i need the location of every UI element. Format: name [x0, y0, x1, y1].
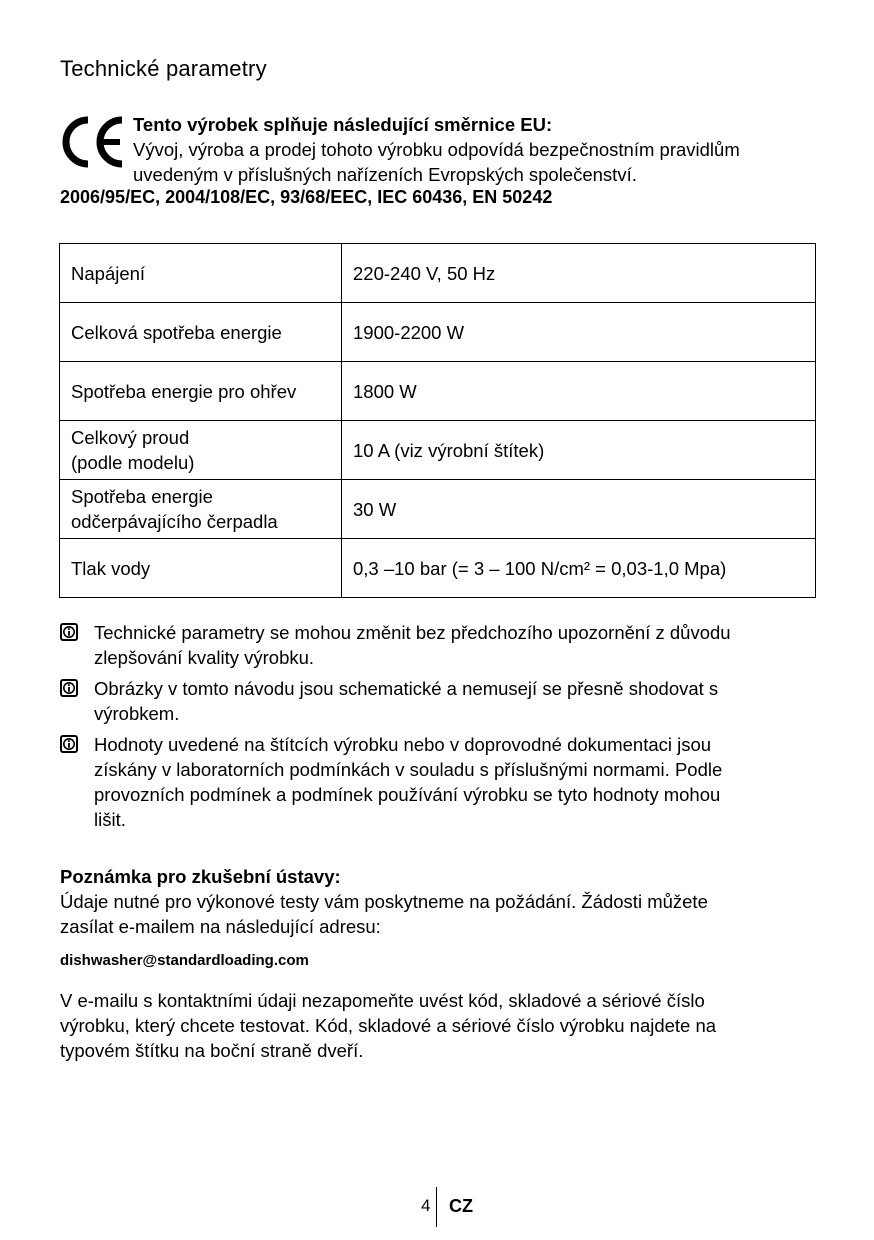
spec-label [60, 303, 342, 362]
footer-divider [436, 1187, 437, 1227]
note-line: výrobkem. [94, 703, 180, 724]
spec-label-line: Celkový proud [71, 427, 190, 448]
final-line: typovém štítku na boční straně dveří. [60, 1040, 364, 1061]
final-line: výrobku, který chcete testovat. Kód, skladové a sériové číslo výrobku najdete na [60, 1015, 717, 1036]
exam-line: Údaje nutné pro výkonové testy vám poskytneme na požádání. Žádosti můžete [60, 891, 708, 912]
language-code: CZ [449, 1196, 473, 1216]
testing-institutes-note [60, 864, 820, 939]
note-item [60, 620, 820, 670]
exam-heading: Poznámka pro zkušební ústavy: [60, 866, 341, 887]
note-line: zlepšování kvality výrobku. [94, 647, 315, 668]
spec-label-line: (podle modelu) [71, 452, 195, 473]
note-text [94, 676, 718, 726]
spec-row [60, 421, 816, 480]
compliance-text [133, 112, 833, 187]
info-icon [60, 623, 78, 641]
spec-row [60, 480, 816, 539]
note-line: Obrázky v tomto návodu jsou schematické a nemusejí se přesně shodovat s [94, 678, 719, 699]
spec-label [60, 362, 342, 421]
note-item [60, 676, 820, 726]
spec-label-line: Tlak vody [71, 557, 151, 579]
note-line: provozních podmínek a podmínek používání výrobku se tyto hodnoty mohou [94, 784, 721, 805]
note-line: Hodnoty uvedené na štítcích výrobku nebo v doprovodné dokumentaci jsou [94, 734, 712, 755]
final-line: V e-mailu s kontaktními údaji nezapomeňte uvést kód, skladové a sériové číslo [60, 990, 705, 1011]
spec-value: 10 A (viz výrobní štítek) [342, 421, 816, 480]
notes-list [60, 620, 820, 838]
directives-list: 2006/95/EC, 2004/108/EC, 93/68/EEC, IEC 60436, EN 50242 [60, 187, 553, 207]
spec-label-line: Napájení [71, 262, 146, 284]
note-line: Technické parametry se mohou změnit bez předchozího upozornění z důvodu [94, 622, 731, 643]
info-icon [60, 735, 78, 753]
spec-value: 0,3 –10 bar (= 3 – 100 N/cm² = 0,03-1,0 Mpa) [342, 539, 816, 598]
ce-mark-logo [58, 114, 128, 170]
spec-label-line: odčerpávajícího čerpadla [71, 511, 278, 532]
note-line: získány v laboratorních podmínkách v souladu s příslušnými normami. Podle [94, 759, 723, 780]
spec-value: 1800 W [342, 362, 816, 421]
final-paragraph [60, 988, 820, 1063]
spec-value: 30 W [342, 480, 816, 539]
contact-email[interactable]: dishwasher@standardloading.com [60, 952, 309, 969]
spec-label [60, 539, 342, 598]
info-icon [60, 679, 78, 697]
spec-label [60, 480, 342, 539]
note-text [94, 620, 731, 670]
page-number: 4 [421, 1196, 431, 1215]
spec-row [60, 244, 816, 303]
compliance-line: uvedeným v příslušných nařízeních Evropských společenství. [133, 164, 637, 185]
compliance-heading: Tento výrobek splňuje následující směrnice EU: [133, 114, 553, 135]
spec-value: 1900-2200 W [342, 303, 816, 362]
page-title: Technické parametry [60, 56, 267, 81]
spec-label [60, 244, 342, 303]
spec-label-line: Spotřeba energie [71, 486, 213, 507]
spec-row [60, 362, 816, 421]
spec-label-line: Spotřeba energie pro ohřev [71, 380, 297, 402]
spec-value: 220-240 V, 50 Hz [342, 244, 816, 303]
note-item [60, 732, 820, 832]
spec-label [60, 421, 342, 480]
note-line: lišit. [94, 809, 126, 830]
specs-table [59, 243, 816, 598]
compliance-line: Vývoj, výroba a prodej tohoto výrobku odpovídá bezpečnostním pravidlům [133, 139, 740, 160]
exam-line: zasílat e-mailem na následující adresu: [60, 916, 381, 937]
spec-label-line: Celková spotřeba energie [71, 321, 282, 343]
spec-row [60, 303, 816, 362]
note-text [94, 732, 722, 832]
spec-row [60, 539, 816, 598]
